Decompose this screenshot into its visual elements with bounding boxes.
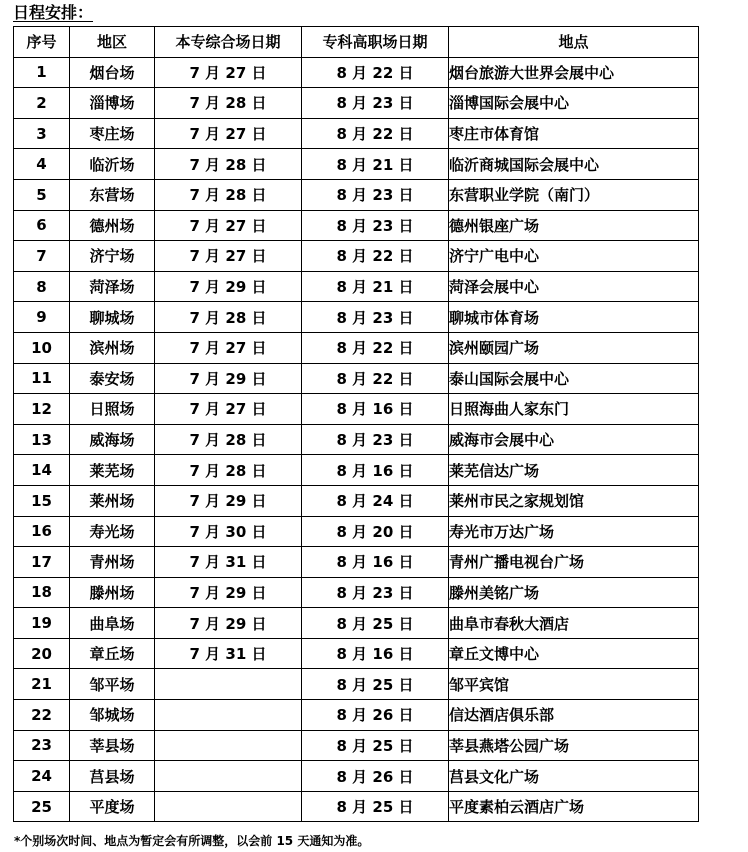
table-row <box>14 700 699 731</box>
cell-undergrad-date <box>155 700 302 731</box>
cell-venue: 滨州颐园广场 <box>449 332 699 363</box>
cell-undergrad-date: 7 月 27 日 <box>155 210 302 241</box>
table-body <box>14 57 699 822</box>
cell-vocational-date: 8 月 23 日 <box>302 179 449 210</box>
cell-venue: 德州银座广场 <box>449 210 699 241</box>
cell-no: 18 <box>14 577 70 608</box>
cell-undergrad-date: 7 月 28 日 <box>155 88 302 119</box>
cell-undergrad-date: 7 月 31 日 <box>155 638 302 669</box>
cell-undergrad-date: 7 月 28 日 <box>155 149 302 180</box>
cell-undergrad-date: 7 月 27 日 <box>155 394 302 425</box>
cell-no: 2 <box>14 88 70 119</box>
cell-undergrad-date: 7 月 27 日 <box>155 332 302 363</box>
cell-no: 9 <box>14 302 70 333</box>
schedule-table <box>13 26 699 822</box>
cell-no: 10 <box>14 332 70 363</box>
column-header-undergrad-date: 本专综合场日期 <box>155 27 302 58</box>
cell-vocational-date: 8 月 23 日 <box>302 424 449 455</box>
cell-vocational-date: 8 月 24 日 <box>302 485 449 516</box>
cell-undergrad-date: 7 月 30 日 <box>155 516 302 547</box>
cell-no: 14 <box>14 455 70 486</box>
cell-no: 4 <box>14 149 70 180</box>
cell-vocational-date: 8 月 22 日 <box>302 332 449 363</box>
cell-region: 威海场 <box>70 424 155 455</box>
cell-region: 莘县场 <box>70 730 155 761</box>
table-row <box>14 791 699 822</box>
table-row <box>14 241 699 272</box>
cell-region: 济宁场 <box>70 241 155 272</box>
cell-vocational-date: 8 月 23 日 <box>302 577 449 608</box>
cell-undergrad-date: 7 月 29 日 <box>155 608 302 639</box>
cell-region: 德州场 <box>70 210 155 241</box>
cell-venue: 东营职业学院（南门） <box>449 179 699 210</box>
table-row <box>14 424 699 455</box>
table-row <box>14 730 699 761</box>
cell-venue: 临沂商城国际会展中心 <box>449 149 699 180</box>
cell-undergrad-date: 7 月 29 日 <box>155 577 302 608</box>
cell-region: 莱芜场 <box>70 455 155 486</box>
table-row <box>14 638 699 669</box>
cell-region: 曲阜场 <box>70 608 155 639</box>
column-header-region: 地区 <box>70 27 155 58</box>
cell-region: 东营场 <box>70 179 155 210</box>
cell-undergrad-date: 7 月 28 日 <box>155 455 302 486</box>
cell-venue: 枣庄市体育馆 <box>449 118 699 149</box>
cell-undergrad-date <box>155 761 302 792</box>
table-row <box>14 332 699 363</box>
cell-venue: 曲阜市春秋大酒店 <box>449 608 699 639</box>
cell-vocational-date: 8 月 16 日 <box>302 394 449 425</box>
cell-no: 22 <box>14 700 70 731</box>
cell-vocational-date: 8 月 22 日 <box>302 57 449 88</box>
cell-region: 淄博场 <box>70 88 155 119</box>
table-row <box>14 547 699 578</box>
cell-region: 邹城场 <box>70 700 155 731</box>
table-row <box>14 179 699 210</box>
table-row <box>14 210 699 241</box>
cell-undergrad-date <box>155 669 302 700</box>
table-row <box>14 608 699 639</box>
table-row <box>14 302 699 333</box>
cell-vocational-date: 8 月 25 日 <box>302 608 449 639</box>
column-header-vocational-date: 专科高职场日期 <box>302 27 449 58</box>
cell-venue: 青州广播电视台广场 <box>449 547 699 578</box>
table-row <box>14 485 699 516</box>
cell-venue: 莱芜信达广场 <box>449 455 699 486</box>
cell-venue: 威海市会展中心 <box>449 424 699 455</box>
table-row <box>14 149 699 180</box>
cell-vocational-date: 8 月 25 日 <box>302 791 449 822</box>
cell-undergrad-date: 7 月 27 日 <box>155 118 302 149</box>
cell-no: 1 <box>14 57 70 88</box>
cell-region: 烟台场 <box>70 57 155 88</box>
cell-undergrad-date <box>155 730 302 761</box>
cell-venue: 平度素柏云酒店广场 <box>449 791 699 822</box>
cell-no: 6 <box>14 210 70 241</box>
cell-region: 平度场 <box>70 791 155 822</box>
cell-region: 日照场 <box>70 394 155 425</box>
cell-vocational-date: 8 月 23 日 <box>302 302 449 333</box>
cell-region: 枣庄场 <box>70 118 155 149</box>
cell-no: 11 <box>14 363 70 394</box>
cell-no: 24 <box>14 761 70 792</box>
cell-region: 聊城场 <box>70 302 155 333</box>
cell-vocational-date: 8 月 26 日 <box>302 700 449 731</box>
cell-venue: 莱州市民之家规划馆 <box>449 485 699 516</box>
cell-undergrad-date: 7 月 31 日 <box>155 547 302 578</box>
cell-region: 滨州场 <box>70 332 155 363</box>
cell-no: 5 <box>14 179 70 210</box>
cell-region: 青州场 <box>70 547 155 578</box>
cell-undergrad-date: 7 月 27 日 <box>155 241 302 272</box>
cell-region: 莱州场 <box>70 485 155 516</box>
table-row <box>14 394 699 425</box>
cell-venue: 莘县燕塔公园广场 <box>449 730 699 761</box>
cell-no: 15 <box>14 485 70 516</box>
table-row <box>14 516 699 547</box>
cell-undergrad-date: 7 月 28 日 <box>155 179 302 210</box>
cell-vocational-date: 8 月 21 日 <box>302 149 449 180</box>
cell-undergrad-date <box>155 791 302 822</box>
cell-vocational-date: 8 月 16 日 <box>302 547 449 578</box>
table-row <box>14 363 699 394</box>
cell-no: 20 <box>14 638 70 669</box>
cell-no: 7 <box>14 241 70 272</box>
cell-venue: 滕州美铭广场 <box>449 577 699 608</box>
cell-no: 16 <box>14 516 70 547</box>
cell-region: 莒县场 <box>70 761 155 792</box>
cell-undergrad-date: 7 月 28 日 <box>155 424 302 455</box>
schedule-heading: 日程安排： <box>13 3 94 22</box>
cell-vocational-date: 8 月 23 日 <box>302 210 449 241</box>
table-row <box>14 455 699 486</box>
header-row <box>14 27 699 58</box>
column-header-venue: 地点 <box>449 27 699 58</box>
cell-venue: 信达酒店俱乐部 <box>449 700 699 731</box>
table-row <box>14 761 699 792</box>
cell-no: 19 <box>14 608 70 639</box>
cell-venue: 日照海曲人家东门 <box>449 394 699 425</box>
cell-vocational-date: 8 月 22 日 <box>302 241 449 272</box>
cell-no: 13 <box>14 424 70 455</box>
cell-no: 8 <box>14 271 70 302</box>
cell-undergrad-date: 7 月 29 日 <box>155 363 302 394</box>
cell-vocational-date: 8 月 25 日 <box>302 730 449 761</box>
cell-venue: 聊城市体育场 <box>449 302 699 333</box>
cell-no: 12 <box>14 394 70 425</box>
cell-undergrad-date: 7 月 29 日 <box>155 271 302 302</box>
cell-venue: 泰山国际会展中心 <box>449 363 699 394</box>
table-row <box>14 669 699 700</box>
column-header-no: 序号 <box>14 27 70 58</box>
footnote: *个别场次时间、地点为暂定会有所调整，以会前 15 天通知为准。 <box>14 834 370 848</box>
table-row <box>14 118 699 149</box>
table-row <box>14 88 699 119</box>
cell-region: 临沂场 <box>70 149 155 180</box>
cell-venue: 烟台旅游大世界会展中心 <box>449 57 699 88</box>
cell-venue: 寿光市万达广场 <box>449 516 699 547</box>
cell-venue: 淄博国际会展中心 <box>449 88 699 119</box>
cell-undergrad-date: 7 月 29 日 <box>155 485 302 516</box>
cell-no: 21 <box>14 669 70 700</box>
cell-region: 菏泽场 <box>70 271 155 302</box>
cell-no: 23 <box>14 730 70 761</box>
cell-vocational-date: 8 月 16 日 <box>302 638 449 669</box>
cell-venue: 邹平宾馆 <box>449 669 699 700</box>
table-row <box>14 271 699 302</box>
cell-undergrad-date: 7 月 28 日 <box>155 302 302 333</box>
cell-vocational-date: 8 月 26 日 <box>302 761 449 792</box>
cell-no: 17 <box>14 547 70 578</box>
cell-vocational-date: 8 月 22 日 <box>302 118 449 149</box>
cell-region: 邹平场 <box>70 669 155 700</box>
cell-region: 章丘场 <box>70 638 155 669</box>
table-row <box>14 57 699 88</box>
cell-vocational-date: 8 月 22 日 <box>302 363 449 394</box>
cell-vocational-date: 8 月 20 日 <box>302 516 449 547</box>
cell-undergrad-date: 7 月 27 日 <box>155 57 302 88</box>
cell-vocational-date: 8 月 21 日 <box>302 271 449 302</box>
cell-venue: 莒县文化广场 <box>449 761 699 792</box>
cell-region: 滕州场 <box>70 577 155 608</box>
cell-vocational-date: 8 月 16 日 <box>302 455 449 486</box>
cell-region: 泰安场 <box>70 363 155 394</box>
cell-venue: 济宁广电中心 <box>449 241 699 272</box>
table-row <box>14 577 699 608</box>
cell-vocational-date: 8 月 23 日 <box>302 88 449 119</box>
cell-venue: 章丘文博中心 <box>449 638 699 669</box>
cell-region: 寿光场 <box>70 516 155 547</box>
cell-venue: 菏泽会展中心 <box>449 271 699 302</box>
cell-vocational-date: 8 月 25 日 <box>302 669 449 700</box>
cell-no: 25 <box>14 791 70 822</box>
table-header <box>14 27 699 58</box>
cell-no: 3 <box>14 118 70 149</box>
